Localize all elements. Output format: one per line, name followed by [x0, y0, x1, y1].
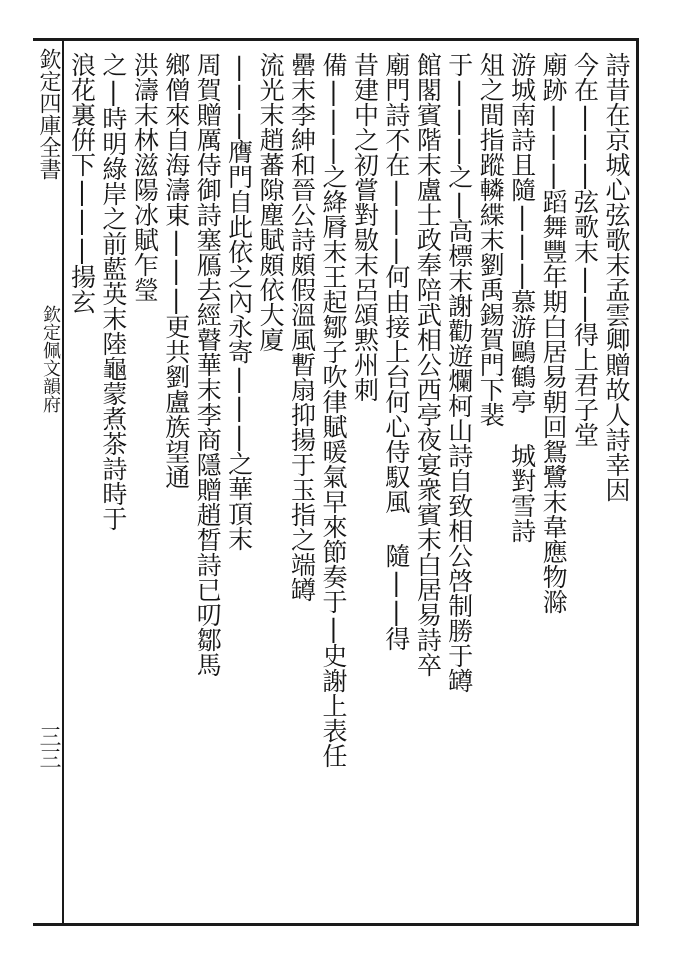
text-column-8: 廟門詩不在|||何由接上台何心侍馭風 隨||得 — [381, 52, 411, 651]
right-border — [636, 38, 639, 926]
text-column-9: 昔建中之初嘗對敭末呂頌黙州刺 — [350, 52, 380, 402]
book-title: 欽定佩文韻府 — [40, 305, 61, 413]
page-number: 三三 — [36, 725, 61, 769]
text-column-14: 周賀贈厲侍御詩塞鴈去經瞽華末李商隱贈趙晳詩已叨鄒馬 — [193, 52, 223, 677]
text-column-3: 廟跡|||蹈舞豐年期白居易朝回鴛鷺末韋應物滁 — [539, 52, 569, 614]
text-column-2: 今在|||弦歌末||得上君子堂 — [570, 52, 600, 447]
text-column-16: 洪濤末林滋陽冰賦乍瑩 — [130, 52, 160, 302]
spine-title: 欽定四庫全書 — [36, 48, 61, 180]
text-column-11: 罍末李紳和晉公詩頗假溫風暫扇抑揚于玉指之端罇 — [287, 52, 317, 602]
text-column-13: |||膺門自此依之內永寄|||之華頂末 — [224, 52, 254, 551]
text-column-15: 鄉僧來自海濤東|||更共劉盧族望通 — [161, 52, 191, 489]
text-column-10: 備|||之絳脣末王起鄒子吹律賦暖氣早來節奏于|史謝上表任 — [318, 52, 348, 768]
top-border — [33, 38, 639, 41]
text-column-4: 游城南詩且隨|||慕游鷗鶴亭 城對雪詩 — [507, 52, 537, 543]
gutter-divider — [62, 38, 64, 926]
text-column-5: 俎之間指蹤轔緤末劉禹錫賀門下裴 — [476, 52, 506, 427]
bottom-border — [33, 923, 639, 926]
text-column-17: 之|時明綠岸之前藍英末陸龜蒙煮茶詩時于 — [98, 52, 128, 531]
text-column-1: 詩昔在京城心弦歌末孟雲卿贈故人詩幸因 — [601, 52, 631, 502]
text-column-12: 流光末趙蕃隙塵賦頗依大廈 — [256, 52, 286, 352]
text-column-7: 館閣賓階末盧士政奉陪武相公西亭夜宴衆賓末白居易詩卒 — [413, 52, 443, 677]
text-column-18: 浪花裏倂下|||揚玄 — [67, 52, 97, 314]
text-column-6: 于|||之|高標末謝勸遊爛柯山詩自致相公啓制勝于罇 — [444, 52, 474, 693]
